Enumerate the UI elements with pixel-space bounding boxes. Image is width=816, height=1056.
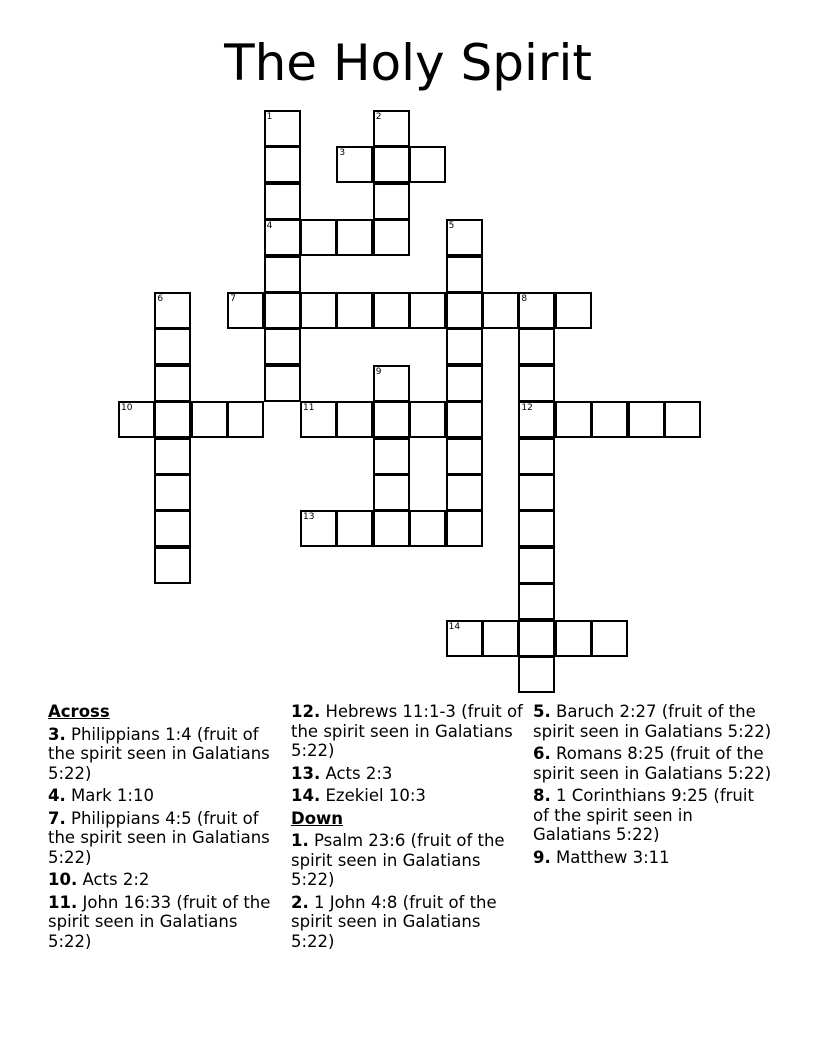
grid-cell[interactable] xyxy=(555,292,592,329)
grid-cell[interactable] xyxy=(446,219,483,256)
grid-cell[interactable] xyxy=(264,183,301,220)
grid-cell[interactable] xyxy=(446,620,483,657)
grid-cell[interactable] xyxy=(518,365,555,402)
grid-cell[interactable] xyxy=(446,328,483,365)
cell-number: 1 xyxy=(266,112,273,122)
clue-text: 1 Corinthians 9:25 (fruit of the spirit seen in Galatians 5:22) xyxy=(533,786,754,844)
clue-text: Matthew 3:11 xyxy=(550,847,670,867)
grid-cell[interactable] xyxy=(373,292,410,329)
grid-cell[interactable] xyxy=(591,620,628,657)
grid-cell[interactable] xyxy=(154,474,191,511)
clue-item xyxy=(533,848,773,868)
grid-cell[interactable] xyxy=(300,401,337,438)
cell-number: 13 xyxy=(303,512,315,523)
grid-cell[interactable] xyxy=(446,438,483,475)
grid-cell[interactable] xyxy=(518,510,555,547)
clue-item xyxy=(533,702,773,741)
cell-number: 10 xyxy=(121,403,133,414)
grid-cell[interactable] xyxy=(373,474,410,511)
clue-number: 13. xyxy=(291,763,321,783)
clue-text: Acts 2:3 xyxy=(320,763,393,783)
clue-text: Philippians 4:5 (fruit of the spirit seen in Galatians 5:22) xyxy=(48,808,270,867)
clue-text: Hebrews 11:1-3 (fruit of the spirit seen in Galatians 5:22) xyxy=(291,702,523,760)
clue-text: 1 John 4:8 (fruit of the spirit seen in Galatians 5:22) xyxy=(291,892,497,951)
grid-cell[interactable] xyxy=(154,547,191,584)
grid-cell[interactable] xyxy=(264,256,301,293)
grid-cell[interactable] xyxy=(264,219,301,256)
cell-number: 8 xyxy=(521,294,528,304)
cell-number: 6 xyxy=(157,294,164,304)
grid-cell[interactable] xyxy=(373,510,410,547)
clue-number: 6. xyxy=(533,744,551,763)
clue-column-3 xyxy=(533,702,773,870)
grid-cell[interactable] xyxy=(336,146,373,183)
clue-item xyxy=(533,744,773,783)
grid-cell[interactable] xyxy=(300,510,337,547)
cell-number: 7 xyxy=(230,294,236,304)
across-heading: Across xyxy=(48,702,110,721)
grid-cell[interactable] xyxy=(336,219,373,256)
clue-number: 14. xyxy=(291,786,321,805)
grid-cell[interactable] xyxy=(154,438,191,475)
grid-cell[interactable] xyxy=(118,401,155,438)
clue-number: 3. xyxy=(48,724,66,744)
clue-item xyxy=(48,870,284,890)
grid-cell[interactable] xyxy=(264,328,301,365)
clue-text: Baruch 2:27 (fruit of the spirit seen in Galatians 5:22) xyxy=(533,702,772,741)
grid-cell[interactable] xyxy=(446,365,483,402)
grid-cell[interactable] xyxy=(373,219,410,256)
grid-cell[interactable] xyxy=(373,401,410,438)
grid-cell[interactable] xyxy=(154,401,191,438)
clue-text: John 16:33 (fruit of the spirit seen in Galatians 5:22) xyxy=(48,892,271,951)
grid-cell[interactable] xyxy=(336,510,373,547)
grid-cell[interactable] xyxy=(154,328,191,365)
grid-cell[interactable] xyxy=(518,438,555,475)
grid-cell[interactable] xyxy=(264,146,301,183)
grid-cell[interactable] xyxy=(264,110,301,147)
grid-cell[interactable] xyxy=(300,219,337,256)
cell-number: 2 xyxy=(375,112,382,122)
clue-number: 7. xyxy=(48,808,66,828)
grid-cell[interactable] xyxy=(154,510,191,547)
cell-number: 4 xyxy=(266,221,273,232)
grid-cell[interactable] xyxy=(518,583,555,620)
grid-cell[interactable] xyxy=(518,547,555,584)
clue-text: Romans 8:25 (fruit of the spirit seen in Galatians 5:22) xyxy=(533,744,772,783)
clue-number: 8. xyxy=(533,786,551,805)
grid-cell[interactable] xyxy=(227,401,264,438)
grid-cell[interactable] xyxy=(482,292,519,329)
clue-text: Ezekiel 10:3 xyxy=(320,786,426,805)
grid-cell[interactable] xyxy=(373,146,410,183)
grid-cell[interactable] xyxy=(373,365,410,402)
clue-number: 5. xyxy=(533,702,551,721)
cell-number: 9 xyxy=(375,366,382,377)
grid-cell[interactable] xyxy=(518,656,555,693)
grid-cell[interactable] xyxy=(264,365,301,402)
page-title: The Holy Spirit xyxy=(224,34,592,92)
grid-cell[interactable] xyxy=(409,401,446,438)
grid-cell[interactable] xyxy=(300,292,337,329)
grid-cell[interactable] xyxy=(518,328,555,365)
grid-cell[interactable] xyxy=(518,474,555,511)
cell-number: 14 xyxy=(448,621,461,632)
down-clue-list-1 xyxy=(291,831,527,951)
clue-item xyxy=(291,764,527,784)
grid-cell[interactable] xyxy=(518,620,555,657)
across-clue-list-2 xyxy=(291,702,527,806)
grid-cell[interactable] xyxy=(446,401,483,438)
clue-item xyxy=(533,786,773,845)
grid-cell[interactable] xyxy=(518,401,555,438)
grid-cell[interactable] xyxy=(264,292,301,329)
grid-cell[interactable] xyxy=(591,401,628,438)
grid-cell[interactable] xyxy=(373,438,410,475)
cell-number: 3 xyxy=(339,148,346,159)
grid-cell[interactable] xyxy=(446,510,483,547)
grid-cell[interactable] xyxy=(409,146,446,183)
clue-text: Acts 2:2 xyxy=(77,870,150,889)
grid-cell[interactable] xyxy=(446,292,483,329)
clue-item xyxy=(48,809,284,868)
clue-text: Psalm 23:6 (fruit of the spirit seen in Galatians 5:22) xyxy=(291,831,505,889)
clue-item xyxy=(48,893,284,952)
down-heading: Down xyxy=(291,808,344,828)
grid-cell[interactable] xyxy=(227,292,264,329)
grid-cell[interactable] xyxy=(191,401,228,438)
cell-number: 5 xyxy=(448,221,455,232)
cell-number: 12 xyxy=(521,403,533,414)
grid-cell[interactable] xyxy=(373,183,410,220)
grid-cell[interactable] xyxy=(154,365,191,402)
grid-cell[interactable] xyxy=(555,401,592,438)
clue-item xyxy=(291,786,527,806)
clue-number: 10. xyxy=(48,870,78,889)
clue-number: 12. xyxy=(291,702,321,721)
clue-text: Philippians 1:4 (fruit of the spirit seen in Galatians 5:22) xyxy=(48,724,270,783)
grid-cell[interactable] xyxy=(154,292,191,329)
clue-number: 4. xyxy=(48,786,66,805)
grid-cell[interactable] xyxy=(482,620,519,657)
clue-number: 1. xyxy=(291,831,309,850)
clue-item xyxy=(48,725,284,784)
grid-cell[interactable] xyxy=(555,620,592,657)
clue-column-1 xyxy=(48,702,284,954)
clue-number: 11. xyxy=(48,892,78,912)
grid-cell[interactable] xyxy=(373,110,410,147)
grid-cell[interactable] xyxy=(409,510,446,547)
grid-cell[interactable] xyxy=(628,401,665,438)
clue-column-2 xyxy=(291,702,527,954)
clue-item xyxy=(291,702,527,761)
clue-item xyxy=(48,786,284,806)
clue-text: Mark 1:10 xyxy=(65,786,154,805)
across-clue-list-1 xyxy=(48,725,284,952)
grid-cell[interactable] xyxy=(409,292,446,329)
grid-cell[interactable] xyxy=(518,292,555,329)
grid-cell[interactable] xyxy=(336,292,373,329)
grid-cell[interactable] xyxy=(446,256,483,293)
down-clue-list-2 xyxy=(533,702,773,867)
grid-cell[interactable] xyxy=(446,474,483,511)
clue-item xyxy=(291,831,527,890)
clue-number: 2. xyxy=(291,892,309,912)
clue-item xyxy=(291,893,527,952)
grid-cell[interactable] xyxy=(336,401,373,438)
cell-number: 11 xyxy=(303,403,315,414)
clue-number: 9. xyxy=(533,847,551,867)
grid-cell[interactable] xyxy=(664,401,701,438)
